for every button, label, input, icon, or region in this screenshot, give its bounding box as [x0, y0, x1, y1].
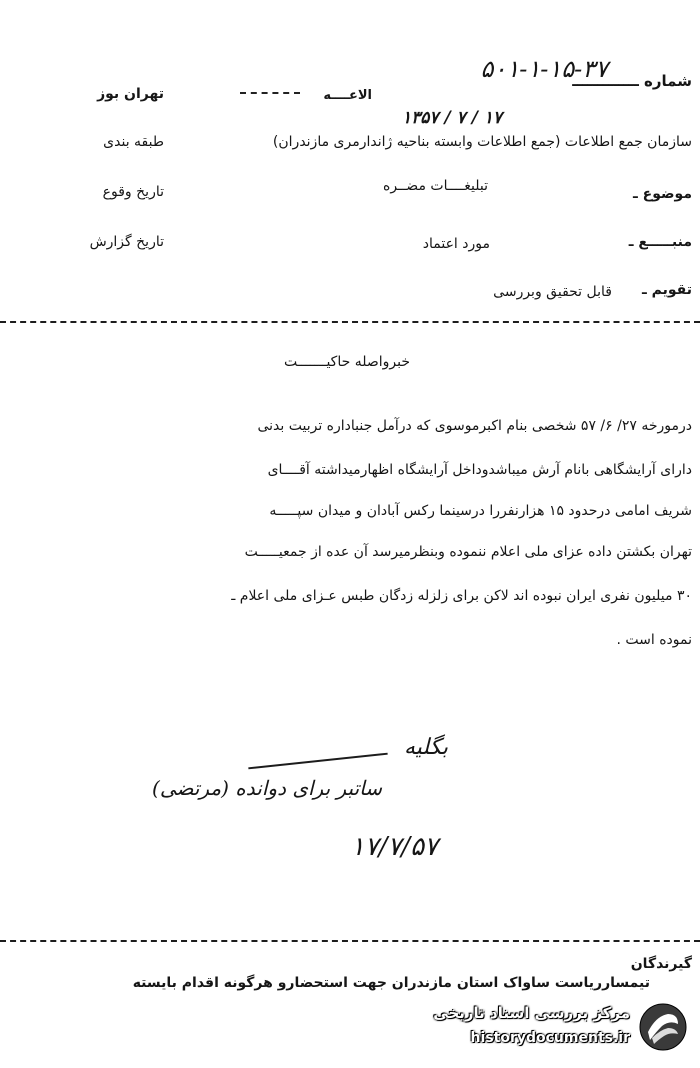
body-line: شریف امامی درحدود ۱۵ هزارنفررا درسینما رکس آبادان و میدان سپـــــه	[269, 503, 692, 519]
recipients-label: گیرندگان	[630, 956, 692, 972]
body-line: ۳۰ میلیون نفری ایران نبوده اند لاکن برای زلزله زدگان طبس عـزای ملی اعلام ـ	[231, 588, 692, 604]
report-date-label: تاریخ گزارش	[89, 234, 164, 250]
classification-label: طبقه بندی	[103, 134, 164, 150]
watermark-title: مرکز بررسی اسناد تاریخی	[433, 1004, 630, 1022]
subject-label: موضوع ـ	[633, 186, 692, 202]
gist-heading: خبرواصله حاکیـــــــت	[284, 354, 410, 370]
watermark-url: historydocuments.ir	[470, 1030, 630, 1046]
city-label: تهران بوز	[97, 86, 164, 102]
subject-value: تبلیغــــات مضــره	[383, 178, 488, 194]
source-label: منبـــــع ـ	[628, 234, 692, 250]
handwritten-note: بگلیه	[404, 735, 448, 760]
body-line: درمورخه ۲۷/ ۶/ ۵۷ شخصی بنام اکبرموسوی که درآمل جنباداره تربیت بدنی	[257, 418, 692, 434]
book-emblem-icon	[638, 1002, 688, 1052]
source-value: مورد اعتماد	[422, 236, 490, 252]
number-label: شماره ـــــــــــــ	[572, 72, 692, 90]
recipients-line: تیمسارریاست ساواک استان مازندران جهت استحضارو هرگونه اقدام بایسته	[132, 975, 650, 991]
date-handwritten: ۱۷ / ۷ / ۱۳۵۷	[401, 108, 502, 128]
secret-dash-line	[240, 92, 300, 94]
occurrence-date-label: تاریخ وقوع	[102, 184, 164, 200]
handwritten-note: ساتبر برای دوانده (مرتضی)	[152, 776, 382, 800]
handwritten-date: ۱۷/۷/۵۷	[350, 832, 438, 862]
footer-divider	[0, 940, 700, 942]
number-handwritten: ۵۰۱-۱-۱۵-۳۷	[480, 55, 608, 83]
body-line: تهران بکشتن داده عزای ملی اعلام ننموده وبنظرمیرسد آن عده از جمعیـــــت	[244, 544, 692, 560]
body-line: نموده است .	[616, 632, 692, 648]
body-line: دارای آرایشگاهی بانام آرش میباشدوداخل آرایشگاه اظهارمیداشته آقــــای	[267, 462, 692, 478]
evaluation-label: تقویم ـ	[641, 282, 692, 298]
evaluation-value: قابل تحقیق وبررسی	[493, 284, 612, 300]
watermark	[418, 998, 688, 1058]
handwritten-stroke	[248, 753, 387, 770]
organization-line: سازمان جمع اطلاعات (جمع اطلاعات وابسته بناحیه ژاندارمری مازندران)	[272, 134, 692, 150]
secret-label: الاعــــه	[323, 88, 372, 103]
header-divider	[0, 321, 700, 323]
